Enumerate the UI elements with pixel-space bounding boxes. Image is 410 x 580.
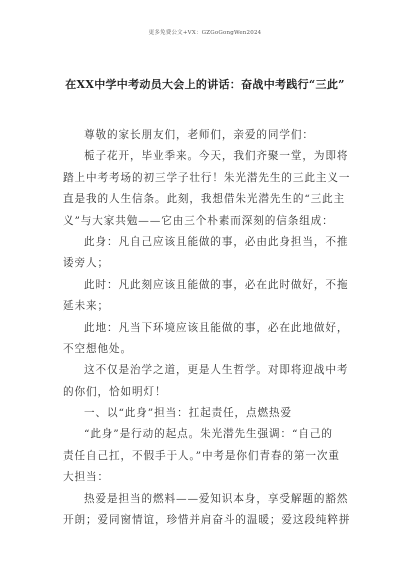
text-line: “此身”是行动的起点。朱光潜先生强调：“自己的 (84, 428, 333, 441)
text-line: 直是我的人生信条。此刻，我想借朱光潜先生的“三此主 (63, 193, 346, 206)
text-line: 诿旁人； (63, 257, 109, 270)
text-line: 开朗；爱同窗情谊，珍惜并肩奋斗的温暖；爱这段纯粹拼 (63, 514, 351, 527)
text-line: 尊敬的家长朋友们，老师们，亲爱的同学们： (84, 129, 314, 141)
text-line: 此地：凡当下环境应该且能做的事，必在此地做好， (84, 321, 349, 334)
header-note: 更多免费公文+VX：GZGoGongWen2024 (148, 30, 262, 36)
text-line: 这不仅是治学之道，更是人生哲学。对即将迎战中考 (84, 364, 349, 377)
text-line: 大担当： (63, 471, 109, 484)
text-line: 栀子花开，毕业季来。今天，我们齐聚一堂，为即将 (84, 150, 349, 163)
text-line: 义”与大家共勉——它由三个朴素而深刻的信条组成： (63, 214, 334, 227)
text-line: 踏上中考考场的初三学子壮行！朱光潜先生的三此主义一 (63, 171, 351, 184)
text-line: 热爱是担当的燃料——爱知识本身，享受解题的豁然 (84, 492, 349, 505)
text-line: 此时：凡此刻应该且能做的事，必在此时做好，不拖 (84, 278, 349, 291)
text-line: 延未来； (63, 300, 109, 313)
document-title: 在XX中学中考动员大会上的讲话：奋战中考践行“三此” (65, 78, 345, 91)
text-line: 此身：凡自己应该且能做的事，必由此身担当，不推 (84, 235, 349, 248)
text-line: 的你们，恰如明灯！ (63, 385, 167, 398)
document-body (63, 125, 349, 531)
text-line: 不空想他处。 (63, 342, 132, 355)
text-line: 责任自己扛，不假手于人。”中考是你们青春的第一次重 (63, 449, 340, 462)
text-line: 一、以“此身”担当：扛起责任，点燃热爱 (84, 407, 293, 420)
